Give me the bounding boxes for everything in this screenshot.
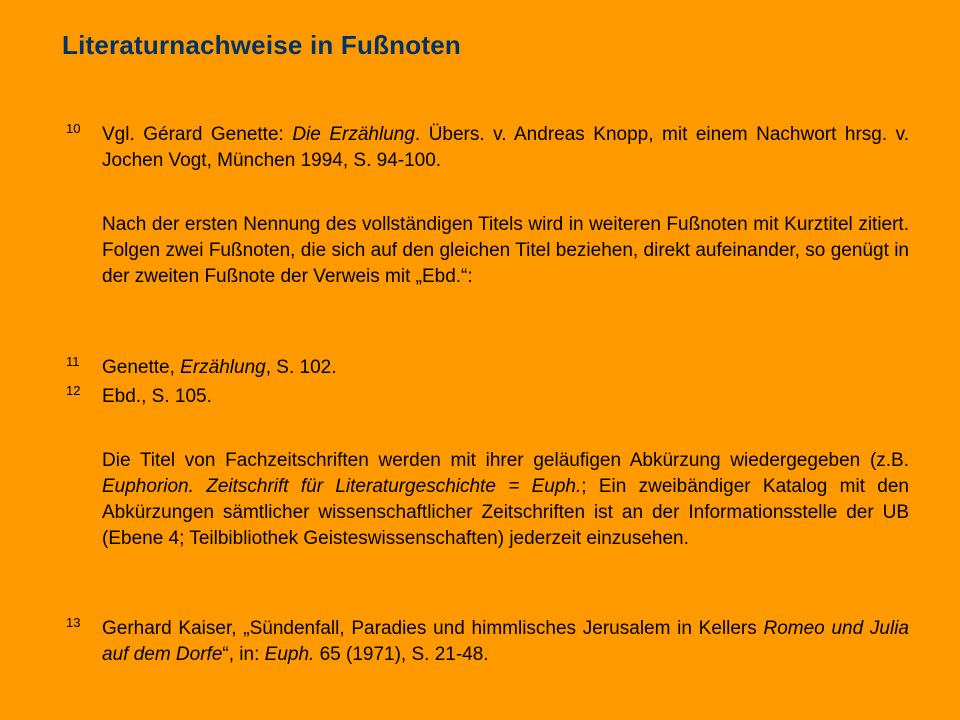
paragraph-short-title	[102, 212, 909, 290]
footnote-number-12: 12	[66, 383, 81, 398]
paragraph-2-italic: Euphorion. Zeitschrift für Literaturgeschichte = Euph.	[102, 476, 582, 497]
paragraph-2-text-2: ; Ein zweibändiger Katalog mit den Abkürzungen sämtlicher wissenschaftlicher Zeitschriften ist an der Informationsstelle der UB (Ebene 4; Teilbibliothek Geisteswissenschaften) jederzeit einzusehen.	[102, 476, 909, 549]
footnote-12-text: Ebd., S. 105.	[102, 386, 212, 407]
footnote-13-italic-2: Euph.	[264, 644, 315, 665]
footnote-12	[66, 383, 909, 410]
footnote-11	[66, 354, 909, 381]
footnote-number-10: 10	[66, 121, 81, 136]
footnote-13-text-1: Gerhard Kaiser, „Sündenfall, Paradies und himmlisches Jerusalem in Kellers	[102, 618, 764, 639]
footnote-13-text-2: “, in:	[222, 644, 265, 665]
slide-title: Literaturnachweise in Fußnoten	[62, 30, 461, 60]
paragraph-1-text: Nach der ersten Nennung des vollständigen Titels wird in weiteren Fußnoten mit Kurztitel zitiert. Folgen zwei Fußnoten, die sich auf den gleichen Titel beziehen, direkt aufeinander, so genügt in der zweiten Fußnote der Verweis mit „Ebd.“:	[102, 214, 909, 287]
footnote-10-text-2: . Übers. v. Andreas Knopp, mit einem Nachwort hrsg. v. Jochen Vogt, München 1994, S. 94-100.	[102, 124, 910, 171]
footnote-11-italic: Erzählung	[180, 357, 266, 378]
paragraph-2-text-1: Die Titel von Fachzeitschriften werden mit ihrer geläufigen Abkürzung wiedergegeben (z.B.	[102, 450, 909, 471]
footnote-11-text-1: Genette,	[102, 357, 181, 378]
footnote-13	[66, 615, 909, 668]
footnote-13-italic-1: Romeo und Julia auf dem Dorfe	[102, 618, 909, 665]
footnote-number-13: 13	[66, 615, 81, 630]
footnote-11-text-2: , S. 102.	[265, 357, 337, 378]
footnote-10-italic-title: Die Erzählung	[292, 124, 415, 145]
footnote-10-text-1: Vgl. Gérard Genette:	[102, 124, 293, 145]
footnote-13-text-3: 65 (1971), S. 21-48.	[314, 644, 489, 665]
footnote-number-11: 11	[66, 354, 80, 369]
footnote-10	[66, 121, 910, 174]
paragraph-journals	[102, 448, 909, 552]
